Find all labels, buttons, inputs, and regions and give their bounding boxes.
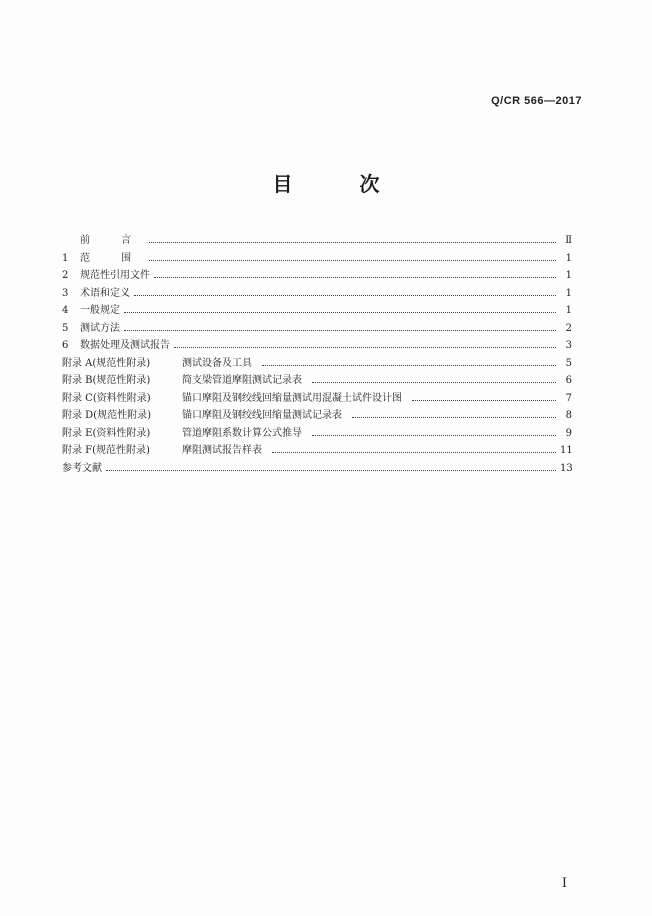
page-number: I (561, 876, 567, 891)
toc-leader-dots (262, 365, 556, 366)
toc-appendix-title: 摩阻测试报告样表 (182, 445, 262, 456)
toc-entry-label: 参考文献 (62, 462, 102, 474)
toc-entry-appendix-e[interactable] (62, 425, 572, 443)
toc-appendix-title: 测试设备及工具 (182, 357, 252, 369)
toc-appendix-label: 附录 C(资料性附录) (62, 392, 151, 404)
toc-entry-page: 1 (565, 305, 572, 316)
toc-entry-number: 6 (62, 340, 69, 351)
toc-entry-label: 一般规定 (80, 305, 120, 316)
toc-entry-page: 6 (565, 375, 572, 386)
toc-entry-appendix-c[interactable] (62, 390, 572, 408)
toc-leader-dots (352, 417, 556, 418)
toc-entry-number: 4 (62, 305, 69, 316)
toc-appendix-title: 简支梁管道摩阻测试记录表 (182, 375, 302, 386)
toc-appendix-label: 附录 F(规范性附录) (62, 445, 150, 456)
toc-leader-dots (412, 400, 556, 401)
toc-leader-dots (124, 312, 556, 313)
toc-entry-appendix-f[interactable] (62, 442, 572, 460)
toc-appendix-title: 锚口摩阻及钢绞线回缩量测试用混凝土试件设计图 (182, 392, 402, 404)
toc-entry-normative-references[interactable] (62, 267, 572, 285)
toc-leader-dots (272, 452, 556, 453)
toc-entry-label: 范 围 (80, 252, 146, 264)
toc-entry-scope[interactable] (62, 250, 572, 268)
toc-entry-number: 3 (62, 287, 69, 299)
toc-entry-page: 2 (565, 322, 572, 334)
toc-entry-page: 11 (560, 445, 573, 456)
toc-entry-references[interactable] (62, 460, 572, 478)
toc-entry-page: 8 (565, 410, 572, 421)
toc-leader-dots (312, 435, 556, 436)
toc-entry-number: 1 (62, 252, 69, 264)
table-of-contents (62, 232, 572, 477)
toc-leader-dots (174, 347, 556, 348)
page-title: 目 次 (272, 172, 410, 196)
toc-leader-dots (124, 330, 556, 331)
standard-code: Q/CR 566—2017 (491, 95, 582, 107)
toc-entry-test-methods[interactable] (62, 320, 572, 338)
toc-entry-label: 术语和定义 (80, 287, 130, 299)
toc-entry-page: 3 (565, 340, 572, 351)
toc-appendix-title: 管道摩阻系数计算公式推导 (182, 427, 302, 439)
toc-leader-dots (149, 242, 556, 243)
toc-appendix-label: 附录 A(规范性附录) (62, 357, 151, 369)
toc-entry-page: 7 (565, 392, 572, 404)
toc-entry-general-provisions[interactable] (62, 302, 572, 320)
toc-leader-dots (312, 382, 556, 383)
toc-entry-page: 13 (560, 462, 573, 474)
toc-entry-label: 数据处理及测试报告 (80, 340, 170, 351)
toc-entry-foreword[interactable] (62, 232, 572, 250)
toc-entry-label: 测试方法 (80, 322, 120, 334)
toc-entry-page: 1 (565, 287, 572, 299)
toc-appendix-label: 附录 D(规范性附录) (62, 410, 151, 421)
toc-entry-page: 1 (565, 252, 572, 264)
toc-entry-terms[interactable] (62, 285, 572, 303)
toc-leader-dots (149, 260, 556, 261)
toc-entry-data-processing[interactable] (62, 337, 572, 355)
toc-entry-number: 5 (62, 322, 69, 334)
toc-entry-appendix-b[interactable] (62, 372, 572, 390)
toc-appendix-title: 锚口摩阻及钢绞线回缩量测试记录表 (182, 410, 342, 421)
toc-appendix-label: 附录 E(资料性附录) (62, 427, 151, 439)
toc-entry-page: Ⅱ (565, 235, 572, 246)
toc-entry-page: 1 (565, 270, 572, 281)
toc-entry-appendix-a[interactable] (62, 355, 572, 373)
toc-leader-dots (106, 470, 556, 471)
toc-leader-dots (134, 295, 556, 296)
toc-appendix-label: 附录 B(规范性附录) (62, 375, 151, 386)
toc-entry-label: 前 言 (80, 235, 146, 246)
toc-entry-page: 9 (565, 427, 572, 439)
toc-entry-appendix-d[interactable] (62, 407, 572, 425)
toc-entry-label: 规范性引用文件 (80, 270, 150, 281)
toc-entry-page: 5 (565, 357, 572, 369)
toc-entry-number: 2 (62, 270, 69, 281)
toc-leader-dots (154, 277, 556, 278)
